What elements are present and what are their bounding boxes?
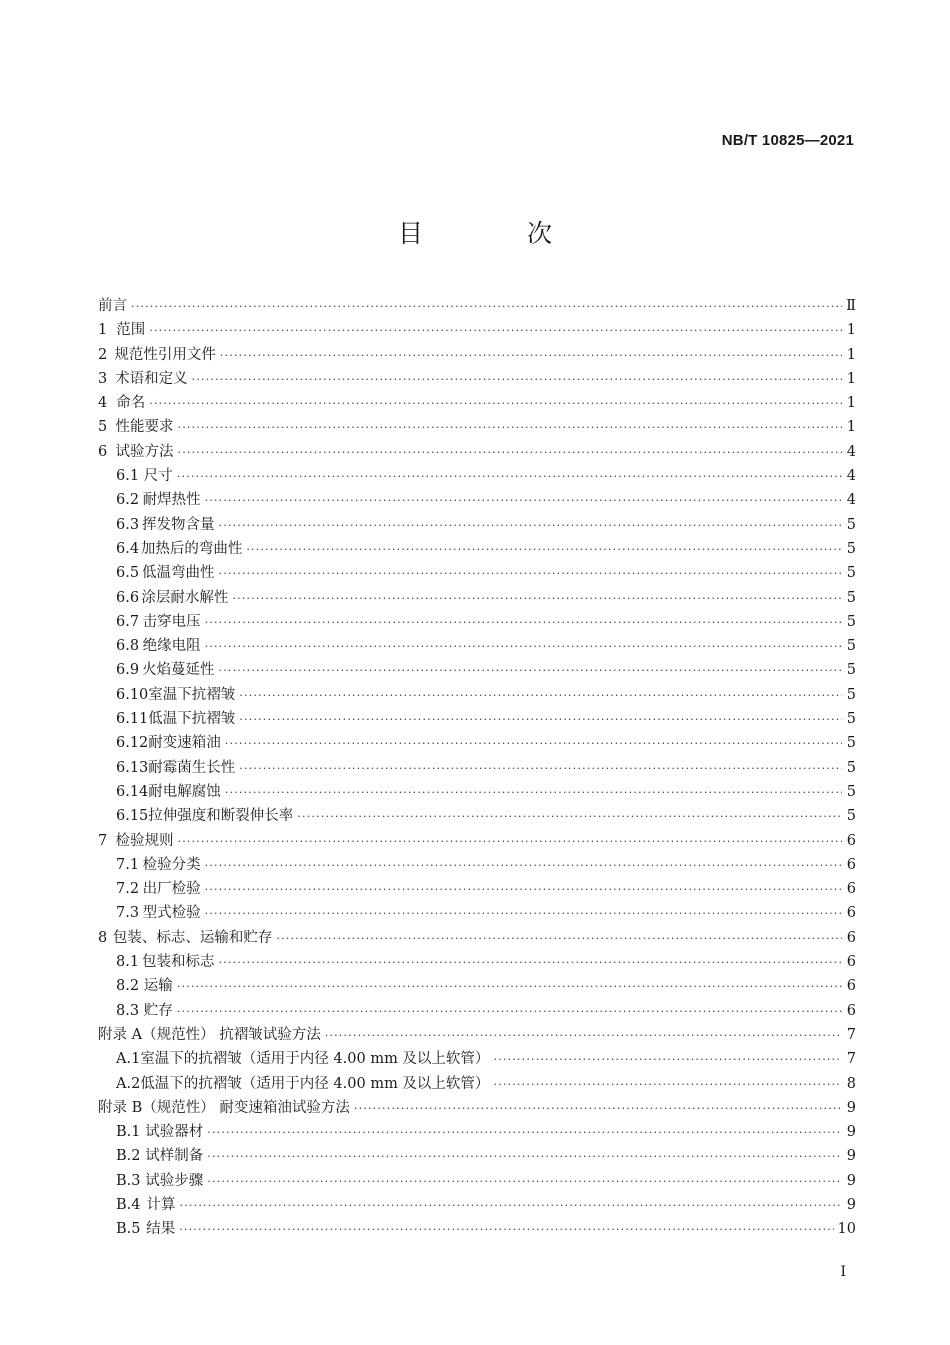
toc-leader-dots xyxy=(205,616,842,629)
toc-entry-label: 包装、标志、运输和贮存 xyxy=(112,929,273,946)
toc-entry-label: 低温下抗褶皱 xyxy=(148,711,236,728)
toc-entry-number: 6.13 xyxy=(116,759,149,776)
toc-entry[interactable] xyxy=(98,853,856,877)
toc-entry-label: 计算 xyxy=(146,1196,176,1213)
toc-entry[interactable] xyxy=(98,440,856,464)
toc-entry-label: 附录 B（规范性） 耐变速箱油试验方法 xyxy=(98,1099,350,1116)
toc-entry-page: 1 xyxy=(846,395,856,412)
toc-entry-number: 6.3 xyxy=(116,516,140,533)
toc-entry-label: 检验分类 xyxy=(142,856,201,873)
toc-entry[interactable] xyxy=(98,877,856,901)
toc-leader-dots xyxy=(232,592,842,605)
toc-leader-dots xyxy=(219,519,843,532)
toc-leader-dots xyxy=(149,397,842,410)
toc-entry[interactable] xyxy=(98,950,856,974)
toc-entry-number: 3 xyxy=(98,370,108,387)
toc-entry-page: 6 xyxy=(846,954,856,971)
toc-leader-dots xyxy=(178,446,843,459)
toc-entry-number: 6.11 xyxy=(116,711,149,728)
toc-entry-page: Ⅱ xyxy=(846,298,856,314)
toc-leader-dots xyxy=(149,324,842,337)
toc-entry-label: 火焰蔓延性 xyxy=(142,662,215,679)
toc-entry-label: 术语和定义 xyxy=(115,370,188,387)
toc-entry-page: 5 xyxy=(846,565,856,582)
toc-entry[interactable] xyxy=(98,513,856,537)
toc-leader-dots xyxy=(246,543,842,556)
toc-entry-number: A.2 xyxy=(116,1075,141,1092)
toc-entry-label: 试验器材 xyxy=(145,1124,204,1141)
toc-leader-dots xyxy=(205,494,842,507)
toc-entry-page: 5 xyxy=(846,662,856,679)
toc-entry[interactable] xyxy=(98,683,856,707)
toc-entry-label: 附录 A（规范性） 抗褶皱试验方法 xyxy=(98,1026,321,1043)
toc-leader-dots xyxy=(205,883,842,896)
toc-entry-page: 9 xyxy=(846,1148,856,1165)
toc-entry-number: 6.14 xyxy=(116,783,149,800)
toc-entry-page: 9 xyxy=(846,1172,856,1189)
toc-entry-number: 8.2 xyxy=(116,978,140,995)
toc-leader-dots xyxy=(207,1175,842,1188)
toc-entry-page: 1 xyxy=(846,346,856,363)
toc-entry-number: 6.9 xyxy=(116,662,140,679)
toc-leader-dots xyxy=(297,810,842,823)
toc-leader-dots xyxy=(207,1150,842,1163)
toc-entry-number: 6.12 xyxy=(116,735,149,752)
toc-entry-number: 8.1 xyxy=(116,954,140,971)
toc-entry-number: 7.3 xyxy=(116,905,140,922)
toc-entry-number: 4 xyxy=(98,395,108,412)
toc-entry-number: 6.10 xyxy=(116,686,149,703)
toc-leader-dots xyxy=(219,956,843,969)
toc-entry-number: 6.6 xyxy=(116,589,140,606)
toc-entry-label: 挥发物含量 xyxy=(142,516,215,533)
toc-entry[interactable] xyxy=(98,391,856,415)
toc-entry-number: A.1 xyxy=(116,1051,141,1068)
toc-entry-label: 运输 xyxy=(143,978,173,995)
toc-entry[interactable] xyxy=(98,756,856,780)
toc-entry-page: 4 xyxy=(846,443,856,460)
toc-entry-page: 6 xyxy=(846,1002,856,1019)
toc-leader-dots xyxy=(493,1078,842,1091)
toc-entry-label: 绝缘电阻 xyxy=(142,638,201,655)
toc-entry-label: 拉伸强度和断裂伸长率 xyxy=(148,808,294,825)
toc-entry-number: B.3 xyxy=(116,1172,141,1189)
toc-entry-label: 结果 xyxy=(146,1221,176,1238)
toc-entry-page: 5 xyxy=(846,516,856,533)
toc-entry-page: 7 xyxy=(846,1026,856,1043)
toc-entry-page: 5 xyxy=(846,735,856,752)
toc-entry[interactable] xyxy=(98,561,856,585)
toc-entry-label: 低温下的抗褶皱（适用于内径 4.00 mm 及以上软管） xyxy=(140,1075,490,1092)
toc-entry[interactable] xyxy=(98,610,856,634)
toc-entry-page: 9 xyxy=(846,1196,856,1213)
toc-entry-page: 4 xyxy=(846,468,856,485)
toc-entry-page: 10 xyxy=(837,1221,856,1238)
toc-entry-label: 击穿电压 xyxy=(142,613,201,630)
toc-entry-number: 6 xyxy=(98,443,108,460)
toc-entry[interactable] xyxy=(98,1120,856,1144)
toc-entry-label: 低温弯曲性 xyxy=(142,565,215,582)
toc-entry-number: 8.3 xyxy=(116,1002,140,1019)
toc-entry-page: 9 xyxy=(846,1099,856,1116)
toc-entry-label: 试验方法 xyxy=(115,443,174,460)
page-title: 目 次 xyxy=(398,219,600,248)
toc-leader-dots xyxy=(493,1053,842,1066)
toc-entry-page: 5 xyxy=(846,783,856,800)
toc-entry-number: 6.4 xyxy=(116,540,140,557)
toc-entry-number: 6.5 xyxy=(116,565,140,582)
toc-leader-dots xyxy=(239,713,842,726)
toc-entry[interactable] xyxy=(98,343,856,367)
toc-entry[interactable] xyxy=(98,1217,856,1241)
toc-entry-number: 6.2 xyxy=(116,492,140,509)
toc-leader-dots xyxy=(225,786,842,799)
toc-entry-label: 检验规则 xyxy=(115,832,174,849)
toc-entry-number: 6.8 xyxy=(116,638,140,655)
toc-entry-label: 耐变速箱油 xyxy=(148,735,221,752)
toc-entry-page: 1 xyxy=(846,370,856,387)
toc-entry[interactable] xyxy=(98,780,856,804)
toc-entry-page: 8 xyxy=(846,1075,856,1092)
toc-entry-page: 5 xyxy=(846,638,856,655)
toc-entry-label: 命名 xyxy=(116,395,146,412)
toc-entry[interactable] xyxy=(98,634,856,658)
toc-leader-dots xyxy=(239,689,842,702)
toc-entry-label: 耐焊热性 xyxy=(142,492,201,509)
toc-entry[interactable] xyxy=(98,707,856,731)
toc-entry[interactable] xyxy=(98,804,856,828)
toc-entry-page: 5 xyxy=(846,540,856,557)
toc-entry-label: 出厂检验 xyxy=(142,881,201,898)
toc-entry-page: 5 xyxy=(846,613,856,630)
toc-leader-dots xyxy=(219,567,843,580)
toc-leader-dots xyxy=(131,300,842,313)
toc-entry[interactable] xyxy=(98,829,856,853)
toc-entry-number: 5 xyxy=(98,419,108,436)
toc-leader-dots xyxy=(178,421,843,434)
toc-entry-page: 5 xyxy=(846,686,856,703)
toc-leader-dots xyxy=(205,859,842,872)
toc-leader-dots xyxy=(177,1005,842,1018)
toc-entry[interactable] xyxy=(98,901,856,925)
toc-entry-page: 4 xyxy=(846,492,856,509)
toc-entry-number: 6.1 xyxy=(116,468,140,485)
toc-entry-number: 7.2 xyxy=(116,881,140,898)
toc-entry-page: 5 xyxy=(846,589,856,606)
standard-number: NB/T 10825—2021 xyxy=(721,132,854,149)
toc-entry-page: 9 xyxy=(846,1124,856,1141)
toc-leader-dots xyxy=(220,349,842,362)
toc-entry-page: 5 xyxy=(846,759,856,776)
toc-entry[interactable] xyxy=(98,415,856,439)
toc-entry-label: 性能要求 xyxy=(115,419,174,436)
toc-entry-page: 6 xyxy=(846,832,856,849)
page-number: I xyxy=(840,1264,846,1280)
toc-entry-number: 7.1 xyxy=(116,856,140,873)
toc-entry[interactable] xyxy=(98,586,856,610)
toc-leader-dots xyxy=(205,640,842,653)
toc-entry-number: 6.7 xyxy=(116,613,140,630)
toc-entry-label: 涂层耐水解性 xyxy=(141,589,229,606)
toc-entry-page: 5 xyxy=(846,808,856,825)
toc-leader-dots xyxy=(325,1029,842,1042)
toc-entry-page: 6 xyxy=(846,905,856,922)
toc-leader-dots xyxy=(219,664,843,677)
toc-entry-label: 前言 xyxy=(98,298,127,314)
toc-entry-number: 2 xyxy=(98,346,108,363)
toc-entry-page: 5 xyxy=(846,711,856,728)
toc-leader-dots xyxy=(179,1223,833,1236)
toc-entry[interactable] xyxy=(98,367,856,391)
toc-entry-label: 型式检验 xyxy=(142,905,201,922)
toc-entry[interactable] xyxy=(98,1023,856,1047)
toc-leader-dots xyxy=(192,373,842,386)
toc-entry[interactable] xyxy=(98,294,856,318)
toc-entry[interactable] xyxy=(98,488,856,512)
toc-entry[interactable] xyxy=(98,1047,856,1071)
toc-entry-number: B.2 xyxy=(116,1148,141,1165)
toc-leader-dots xyxy=(276,932,842,945)
toc-entry-label: 室温下抗褶皱 xyxy=(148,686,236,703)
toc-leader-dots xyxy=(178,835,843,848)
toc-entry-label: 范围 xyxy=(116,322,146,339)
toc-leader-dots xyxy=(239,762,842,775)
toc-entry-page: 6 xyxy=(846,881,856,898)
toc-entry-label: 规范性引用文件 xyxy=(114,346,216,363)
toc-entry[interactable] xyxy=(98,1193,856,1217)
toc-entry-label: 包装和标志 xyxy=(142,954,215,971)
toc-entry-number: B.1 xyxy=(116,1124,141,1141)
toc-entry-number: B.5 xyxy=(116,1221,141,1238)
toc-entry-label: 耐电解腐蚀 xyxy=(148,783,221,800)
table-of-contents xyxy=(98,294,856,1242)
toc-entry-label: 加热后的弯曲性 xyxy=(140,540,243,557)
toc-entry-page: 6 xyxy=(846,929,856,946)
toc-entry[interactable] xyxy=(98,999,856,1023)
toc-entry-page: 1 xyxy=(846,322,856,339)
toc-entry[interactable] xyxy=(98,464,856,488)
toc-entry-page: 6 xyxy=(846,856,856,873)
toc-entry[interactable] xyxy=(98,658,856,682)
toc-entry[interactable] xyxy=(98,1169,856,1193)
toc-entry-label: 贮存 xyxy=(143,1002,173,1019)
toc-entry-page: 1 xyxy=(846,419,856,436)
toc-entry[interactable] xyxy=(98,926,856,950)
toc-leader-dots xyxy=(180,1199,842,1212)
toc-leader-dots xyxy=(177,980,842,993)
toc-entry-number: 8 xyxy=(98,929,108,946)
toc-entry[interactable] xyxy=(98,1096,856,1120)
toc-entry-label: 试验步骤 xyxy=(145,1172,204,1189)
toc-entry[interactable] xyxy=(98,318,856,342)
toc-leader-dots xyxy=(207,1126,842,1139)
toc-entry-label: 耐霉菌生长性 xyxy=(148,759,236,776)
toc-entry-page: 6 xyxy=(846,978,856,995)
toc-entry-number: 6.15 xyxy=(116,808,149,825)
toc-entry-page: 7 xyxy=(846,1051,856,1068)
toc-entry-number: 7 xyxy=(98,832,108,849)
toc-entry-label: 尺寸 xyxy=(143,468,173,485)
toc-leader-dots xyxy=(177,470,842,483)
toc-entry-label: 试样制备 xyxy=(145,1148,204,1165)
toc-entry[interactable] xyxy=(98,537,856,561)
toc-entry[interactable] xyxy=(98,731,856,755)
toc-entry[interactable] xyxy=(98,974,856,998)
toc-leader-dots xyxy=(225,737,842,750)
toc-entry-number: B.4 xyxy=(116,1196,141,1213)
toc-entry-number: 1 xyxy=(98,322,108,339)
toc-entry[interactable] xyxy=(98,1144,856,1168)
toc-leader-dots xyxy=(354,1102,842,1115)
toc-entry[interactable] xyxy=(98,1072,856,1096)
toc-entry-label: 室温下的抗褶皱（适用于内径 4.00 mm 及以上软管） xyxy=(140,1051,490,1068)
toc-leader-dots xyxy=(205,907,842,920)
